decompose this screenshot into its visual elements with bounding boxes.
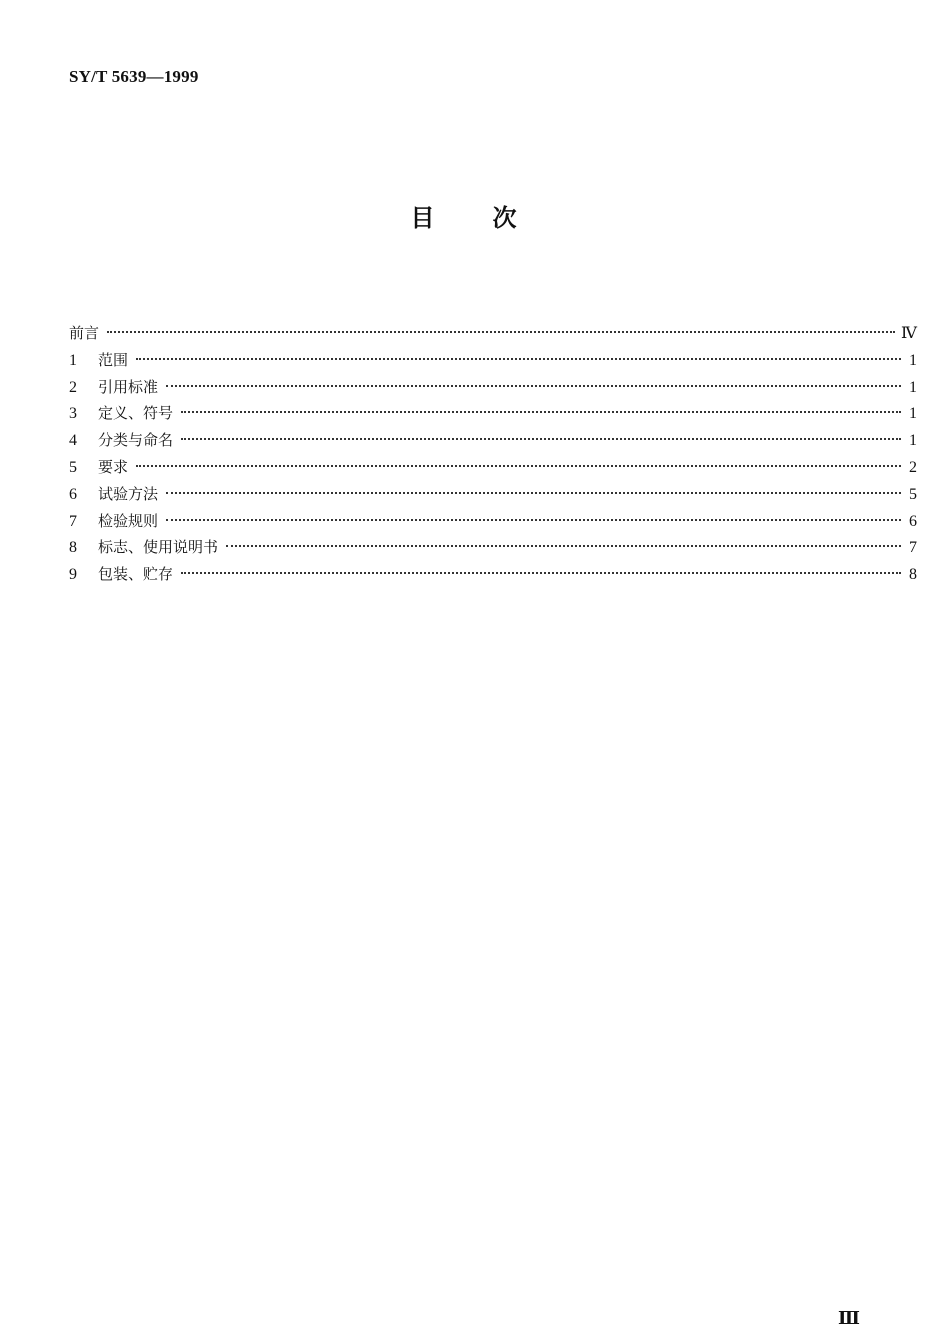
- toc-entry-foreword[interactable]: [69, 320, 917, 347]
- toc-entry-page: 7: [909, 539, 917, 557]
- toc-entry-label: 试验方法: [98, 484, 159, 503]
- toc-entry-number: 5: [69, 458, 77, 476]
- toc-entry-page: 8: [909, 566, 917, 584]
- toc-entry-page: 5: [909, 485, 917, 503]
- toc-entry-number: 8: [69, 539, 77, 557]
- toc-entry-page: 1: [909, 378, 917, 396]
- dot-leader: [136, 465, 901, 467]
- toc-entry-normative-references[interactable]: [69, 374, 917, 401]
- toc-entry-test-methods[interactable]: [69, 481, 917, 508]
- toc-entry-page: Ⅳ: [901, 325, 917, 342]
- toc-entry-label: 包装、贮存: [98, 565, 174, 584]
- toc-entry-label: 前言: [69, 324, 100, 342]
- toc-entry-classification[interactable]: [69, 427, 917, 454]
- table-of-contents: [69, 320, 917, 588]
- toc-entry-label: 分类与命名: [98, 431, 174, 450]
- toc-entry-number: 7: [69, 512, 77, 530]
- toc-entry-number: 1: [69, 351, 77, 369]
- dot-leader: [166, 385, 901, 387]
- dot-leader: [226, 545, 901, 547]
- toc-entry-requirements[interactable]: [69, 454, 917, 481]
- toc-entry-number: 6: [69, 485, 77, 503]
- page-number: Ⅲ: [838, 1308, 860, 1328]
- dot-leader: [166, 492, 901, 494]
- toc-entry-label: 检验规则: [98, 511, 159, 530]
- dot-leader: [136, 358, 901, 360]
- toc-entry-label: 标志、使用说明书: [98, 538, 219, 557]
- toc-entry-label: 引用标准: [98, 377, 159, 396]
- standard-code: SY/T 5639—1999: [69, 67, 199, 86]
- toc-entry-page: 1: [909, 432, 917, 450]
- dot-leader: [181, 411, 901, 413]
- toc-entry-page: 2: [909, 458, 917, 476]
- toc-title: 目次: [410, 204, 575, 232]
- dot-leader: [181, 572, 901, 574]
- toc-entry-page: 1: [909, 405, 917, 423]
- toc-entry-number: 3: [69, 405, 77, 423]
- toc-entry-page: 6: [909, 512, 917, 530]
- dot-leader: [181, 438, 901, 440]
- toc-entry-number: 9: [69, 566, 77, 584]
- toc-entry-packaging-storage[interactable]: [69, 561, 917, 588]
- toc-entry-page: 1: [909, 351, 917, 369]
- toc-entry-number: 2: [69, 378, 77, 396]
- dot-leader: [107, 331, 895, 333]
- toc-entry-label: 范围: [98, 350, 129, 369]
- toc-entry-scope[interactable]: [69, 347, 917, 374]
- toc-entry-label: 定义、符号: [98, 404, 174, 423]
- toc-entry-definitions[interactable]: [69, 400, 917, 427]
- toc-entry-number: 4: [69, 432, 77, 450]
- toc-entry-label: 要求: [98, 457, 129, 476]
- toc-entry-marking-manual[interactable]: [69, 534, 917, 561]
- toc-entry-inspection-rules[interactable]: [69, 508, 917, 535]
- dot-leader: [166, 519, 901, 521]
